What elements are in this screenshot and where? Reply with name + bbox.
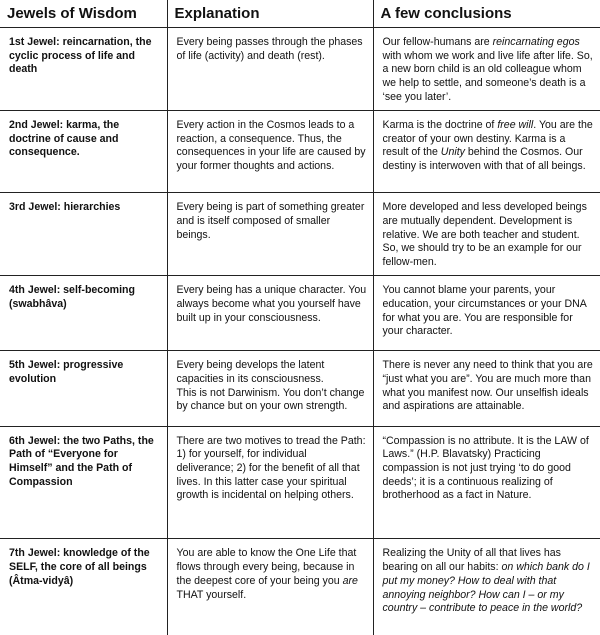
jewel-cell: 3rd Jewel: hierarchies [0,193,167,276]
conclusion-cell: There is never any need to think that you are “just what you are”. You are much more than what you manifest now. Our unselfish ideals and aspirations are attainable. [373,351,600,426]
explanation-cell: Every being develops the latent capacities in its consciousness. This is not Darwinism. You don’t change by chance but on your own strength. [167,351,373,426]
explanation-cell: You are able to know the One Life that flows through every being, because in the deepest core of your being you are THAT yourself. [167,539,373,635]
table-row [0,351,600,426]
explanation-cell: There are two motives to tread the Path: 1) for yourself, for individual deliverance; 2) for the benefit of all that lives. In this latter case your spiritual growth is incidental on helping others. [167,426,373,539]
header-conclusions: A few conclusions [373,0,600,28]
table-row [0,539,600,635]
conclusion-cell: Karma is the doctrine of free will. You are the creator of your own destiny. Karma is a result of the Unity behind the Cosmos. Our destiny is interwoven with that of all beings. [373,110,600,192]
table-row [0,193,600,276]
jewel-cell: 7th Jewel: knowledge of the SELF, the core of all beings (Âtma-vidyâ) [0,539,167,635]
header-explanation: Explanation [167,0,373,28]
jewel-cell: 2nd Jewel: karma, the doctrine of cause and consequence. [0,110,167,192]
conclusion-cell: “Compassion is no attribute. It is the LAW of Laws.” (H.P. Blavatsky) Practicing compassion is not just trying ‘to do good deeds’; it is a continuous realizing of brotherhood as a fact in Nature. [373,426,600,539]
jewel-cell: 5th Jewel: progressive evolution [0,351,167,426]
table-row [0,276,600,351]
explanation-cell: Every being is part of something greater and is itself composed of smaller beings. [167,193,373,276]
jewel-cell: 6th Jewel: the two Paths, the Path of “Everyone for Himself” and the Path of Compassion [0,426,167,539]
explanation-cell: Every being passes through the phases of life (activity) and death (rest). [167,28,373,111]
table-row [0,110,600,192]
conclusion-cell: More developed and less developed beings are mutually dependent. Development is relative. We are both teacher and student. So, we should try to be an example for our fellow-men. [373,193,600,276]
header-row [0,0,600,28]
explanation-cell: Every being has a unique character. You always become what you yourself have built up in your consciousness. [167,276,373,351]
jewel-cell: 1st Jewel: reincarnation, the cyclic process of life and death [0,28,167,111]
conclusion-cell: You cannot blame your parents, your education, your circumstances or your DNA for what you are. You are responsible for your character. [373,276,600,351]
conclusion-cell: Our fellow-humans are reincarnating egos with whom we work and live life after life. So, a new born child is an old colleague whom we help to settle, and someone’s death is a ‘see you later’. [373,28,600,111]
header-jewels: Jewels of Wisdom [0,0,167,28]
table-row [0,28,600,111]
explanation-cell: Every action in the Cosmos leads to a reaction, a consequence. Thus, the consequences in your life are caused by your former thoughts and actions. [167,110,373,192]
conclusion-cell: Realizing the Unity of all that lives has bearing on all our habits: on which bank do I put my money? How to deal with that annoying neighbor? How can I – or my country – contribute to peace in the world? [373,539,600,635]
table-row [0,426,600,539]
jewel-cell: 4th Jewel: self-becoming (swabhâva) [0,276,167,351]
